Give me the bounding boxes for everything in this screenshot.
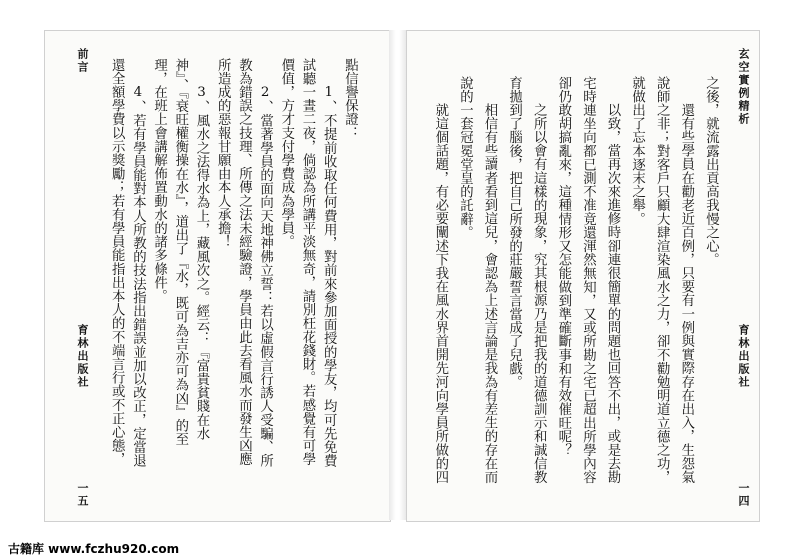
text-column: 卻仍敢胡搞亂來，這種情形又怎能做到準確斷事和有效催旺呢？	[555, 76, 571, 457]
watermark-bar	[0, 538, 793, 558]
text-column: 1、不提前收取任何費用，對前來參加面授的學友，均可先免費	[321, 85, 337, 468]
text-column: 點信譽保證：	[342, 58, 358, 140]
text-column: 就這個話題，有必要闡述下我在風水界首開先河向學員所做的四	[432, 103, 448, 484]
text-column: 育拋到了腦後，把自己所發的莊嚴誓言當成了兒戲。	[506, 76, 522, 389]
text-column: 理，在班上會講解佈置動水的諸多條件。	[151, 58, 167, 303]
text-column: 2、當著學員的面向天地神佛立誓：若以虛假言行誘人受騙、所	[257, 85, 273, 468]
left-page-header-title: 前言	[76, 48, 89, 74]
right-page-header-title: 玄空實例精析	[737, 48, 750, 126]
right-page-publisher: 育林出版社	[737, 324, 750, 389]
text-column: 3、風水之法得水為上，藏風次之。經云：『富貴貧賤在水	[194, 85, 209, 441]
watermark-text: 古籍库 www.fczhu920.com	[8, 542, 180, 556]
book-gutter	[389, 30, 406, 520]
text-column: 4、若有學員能對本人所教的技法指出錯誤並加以改正，定當退	[130, 85, 146, 468]
text-column: 神』、『衰旺權衡操在水』，道出了『水，既可為吉亦可為凶』的至	[172, 58, 188, 446]
left-page-publisher: 育林出版社	[76, 324, 89, 389]
text-column: 試聽一晝二夜，倘認為所講平淡無奇，請別枉花錢財。若感覺有可學	[300, 58, 315, 466]
text-column: 之後，就流露出貢高我慢之心。	[703, 76, 719, 267]
text-column: 宅時連坐向都已測不准竟還渾然無知，又或所勘之宅已超出所學內容	[580, 76, 596, 484]
text-column: 還全額學費以示獎勵；若有學員能指出本人的不端言行或不正心態，	[109, 58, 125, 466]
text-column: 就做出了忘本逐末之舉。	[629, 76, 645, 226]
text-column: 相信有些讀者看到這兒，會認為上述言論是我為有差生的存在而	[482, 103, 497, 484]
text-column: 所造成的惡報甘願由本人承擔！	[215, 58, 231, 249]
left-page-number: 一五	[76, 482, 89, 508]
text-column: 之所以會有這樣的現象，究其根源乃是把我的道德訓示和誠信教	[531, 103, 547, 484]
text-column: 教為錯誤之技理、所傳之法未經驗證，學員由此去看風水而發生凶應	[236, 58, 252, 466]
text-column: 說的一套冠冕堂皇的託辭。	[457, 76, 473, 240]
text-column: 還有些學員在勸老近百例，只要有一例與實際存在出入，生怨氣	[678, 103, 694, 484]
text-column: 以致，當再次來進修時卻連很簡單的問題也回答不出，或是去勘	[605, 103, 620, 484]
text-column: 價值，方才支付學費成為學員。	[278, 58, 294, 249]
text-column: 說師之非；對客戶只顧大肆渲染風水之力，卻不勸勉明道立德之功，	[654, 76, 670, 484]
right-page-number: 一四	[737, 482, 750, 508]
